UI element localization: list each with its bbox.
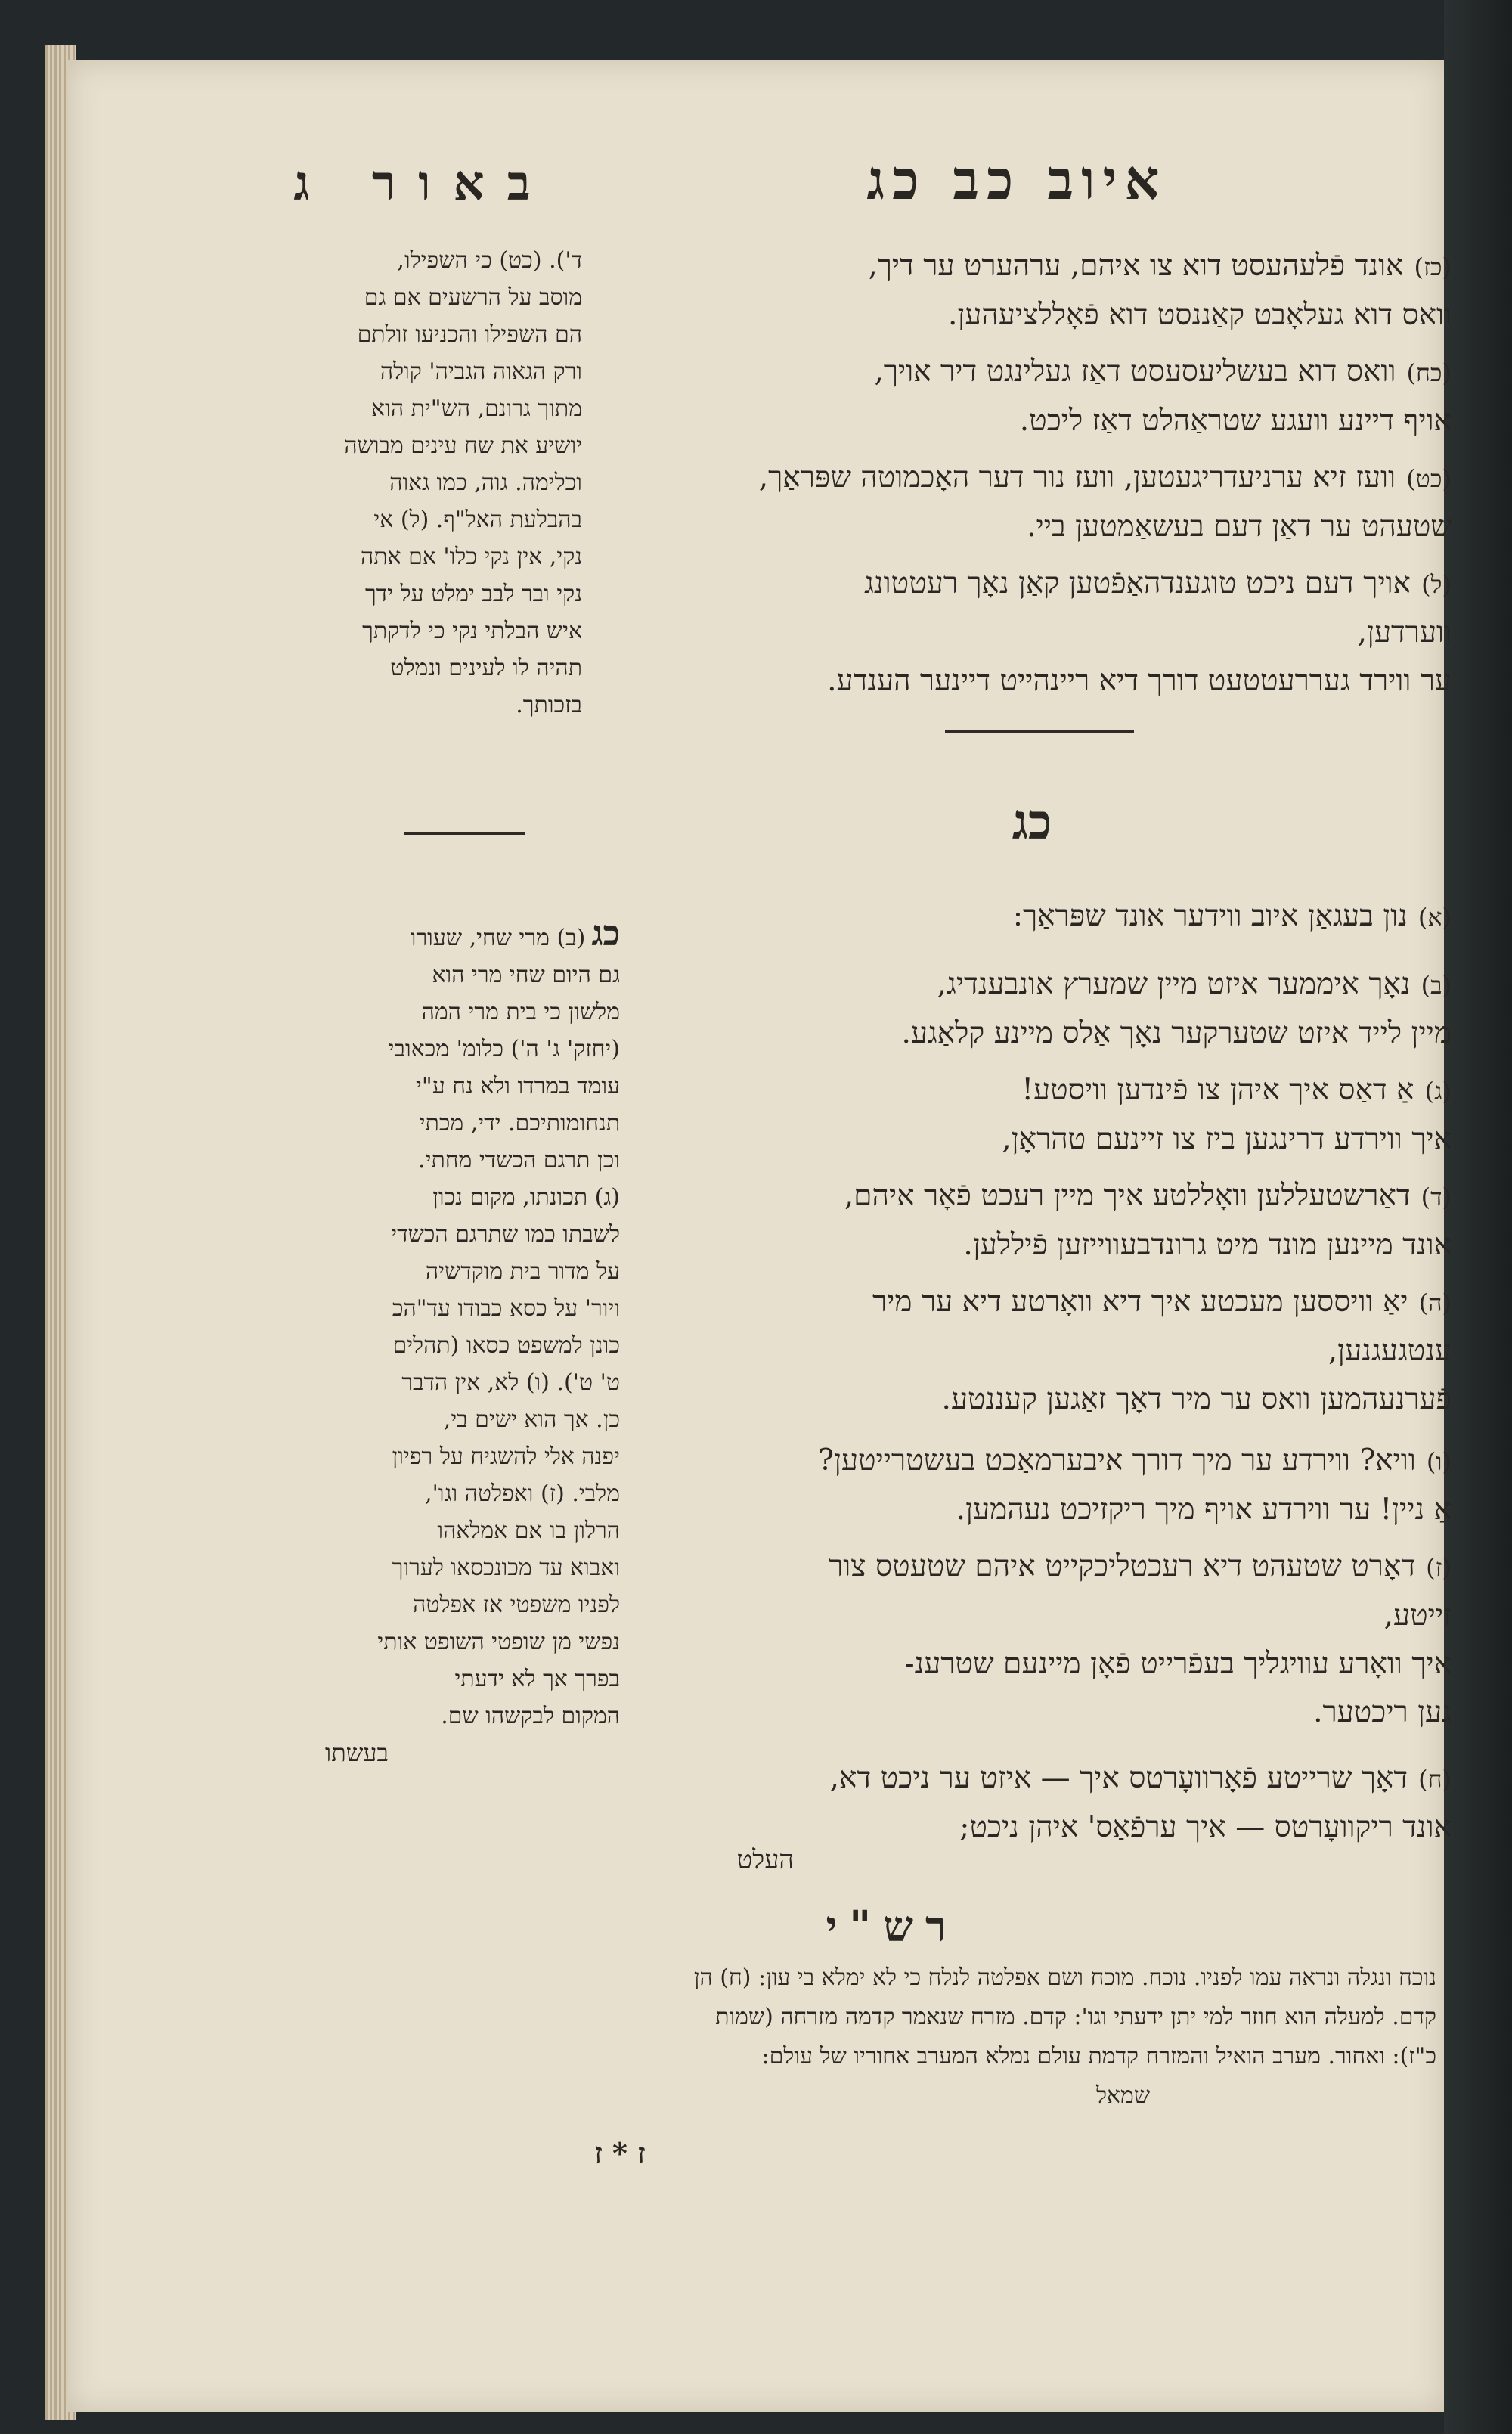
side-divider [404, 832, 525, 835]
verse: (כח)וואס דוא בעשליעסעסט דאַז געלינגט דיר אויך, אויף דיינע וועגע שטראַהלט דאַז ליכט. [874, 355, 1452, 438]
side-header: באור ג [293, 155, 553, 212]
side-chapter-mark: כג [591, 913, 620, 953]
verse: (ב)נאָך איממער איזט מיין שמערץ אונבענדיג, מיין לייד איזט שטערקער נאָך אַלס מיינע קלאַגע. [901, 967, 1452, 1050]
side-commentary-lower: כג(ב) מרי שחי, שעורו גם היום שחי מרי הוא מלשון כי בית מרי המה (יחזק' ג' ה') כלומ' מכאובי עומד במרדו ולא נח ע"י תנחומותיכם. ידי, מכתי וכן תרגם הכשדי מחתי. (ג) תכונתו, מקום נכון לשבתו כמו שתרגם הכשדי על מדור בית מוקדשיה ויור' על כסא כבודו עד"הכ כונן למשפט כסאו (תהלים ט' ט'). (ו) לא, אין הדבר כן. אך הוא ישים בי, יפנה אלי להשגיח על רפיון מלבי. (ז) ואפלטה וגו', הרלון בו אם אמלאהו ואבוא עד מכונכסאו לערוך לפניו משפטי אז אפלטה נפשי מן שופטי השופט אותי בפרך אך לא ידעתי המקום לבקשהו שם. בעשתו [295, 915, 620, 1772]
verse: (ו)וויא? ווירדע ער מיך דורך איבערמאַכט בעשטרייטען? אַ ניין! ער ווירדע אויף מיך ריקזיכט נעהמען. [818, 1443, 1452, 1527]
verse: (ד)דאַרשטעללען וואָללטע איך מיין רעכט פֿאָר איהם, אונד מיינען מונד מיט גרונדבעווייזען פֿיללען. [844, 1179, 1452, 1262]
verse: (א)נון בעגאַן איוב ווידער אונד שפּראַך: [1012, 899, 1452, 933]
verse: (ה)יאַ וויססען מעכטע איך דיא וואָרטע דיא ער מיר ענטגעגנען, פֿערנעהמען וואס ער מיר דאָך זאַגען קעננטע. [872, 1285, 1452, 1416]
verse: (כז)אונד פֿלעהעסט דוא צו איהם, ערהערט ער דיך, וואס דוא געלאָבט קאַננסט דוא פֿאָללציעהען. [868, 249, 1452, 332]
verse: (כט)וועז זיא ערניעדריגעטען, וועז נור דער האָכמוטה שפּראַך, שטעהט ער דאַן דעם בעשאַמטען ביי. [758, 460, 1452, 544]
verse: (ח)דאָך שרייטע פֿאָרוועָרטס איך — איזט ער ניכט דא, אונד ריקוועָרטס — איך ערפֿאַס' איהן ניכט; [829, 1761, 1452, 1844]
book-binding [1444, 0, 1512, 2434]
side-catchword: בעשתו [325, 1738, 389, 1767]
verse: (ל)אויך דעם ניכט טוגענדהאַפֿטען קאַן נאָך רעטטונג ווערדען, ער ווירד געררעטטעט דורך דיא ריינהייט דיינער הענדע. [827, 566, 1452, 698]
side-commentary-upper: ד'). (כט) כי השפילו, מוסב על הרשעים אם גם הם השפילו והכניעו זולתם ורק הגאוה הגביה' קולה מתוך גרונם, הש"ית הוא יושיע את שח עינים מבושה וכלימה. גוה, כמו גאוה בהבלעת האל"ף. (ל) אי נקי, אין נקי כלו' אם אתה נקי ובר לבב ימלט על ידך איש הבלתי נקי כי לדקתך תהיה לו לעינים ונמלט בזכותך. [344, 247, 582, 718]
main-header: איוב כב כג [866, 147, 1167, 212]
chapter-title: כג [1012, 794, 1052, 851]
verse: (ז)דאָרט שטעהט דיא רעכטליכקייט איהם שטעטס צור זייטע, איך וואָרע עוויגליך בעפֿרייט פֿאָן מיינעם שטרענ- גען ריכטער. [829, 1549, 1452, 1729]
rashi-commentary: נוכח ונגלה ונראה עמו לפניו. נוכח. מוכח ושם אפלטה לנלח כי לא ימלא בי עון: (ח) הן קדם. למעלה הוא חוזר למי יתן ידעתי וגו': קדם. מזרח שנאמר קדמה מזרחה (שמות כ"ז): ואחור. מערב הואיל והמזרח קדמת עולם נמלא המערב אחוריו של עולם: שמאל [265, 1958, 1436, 2116]
rashi-title: רש"י [826, 1902, 959, 1952]
divider-rule [945, 730, 1134, 733]
verses-23 [665, 892, 1452, 1921]
rashi-catchword: שמאל [1096, 2082, 1151, 2109]
signature-mark: ז * ז [594, 2136, 646, 2170]
verses-22 [665, 242, 1452, 711]
catchword: העלט [736, 1845, 794, 1875]
verse: (ג)אַ דאַס איך איהן צו פֿינדען וויסטע! איך ווירדע דרינגען ביז צו זיינעם טהראָן, [1002, 1073, 1452, 1156]
